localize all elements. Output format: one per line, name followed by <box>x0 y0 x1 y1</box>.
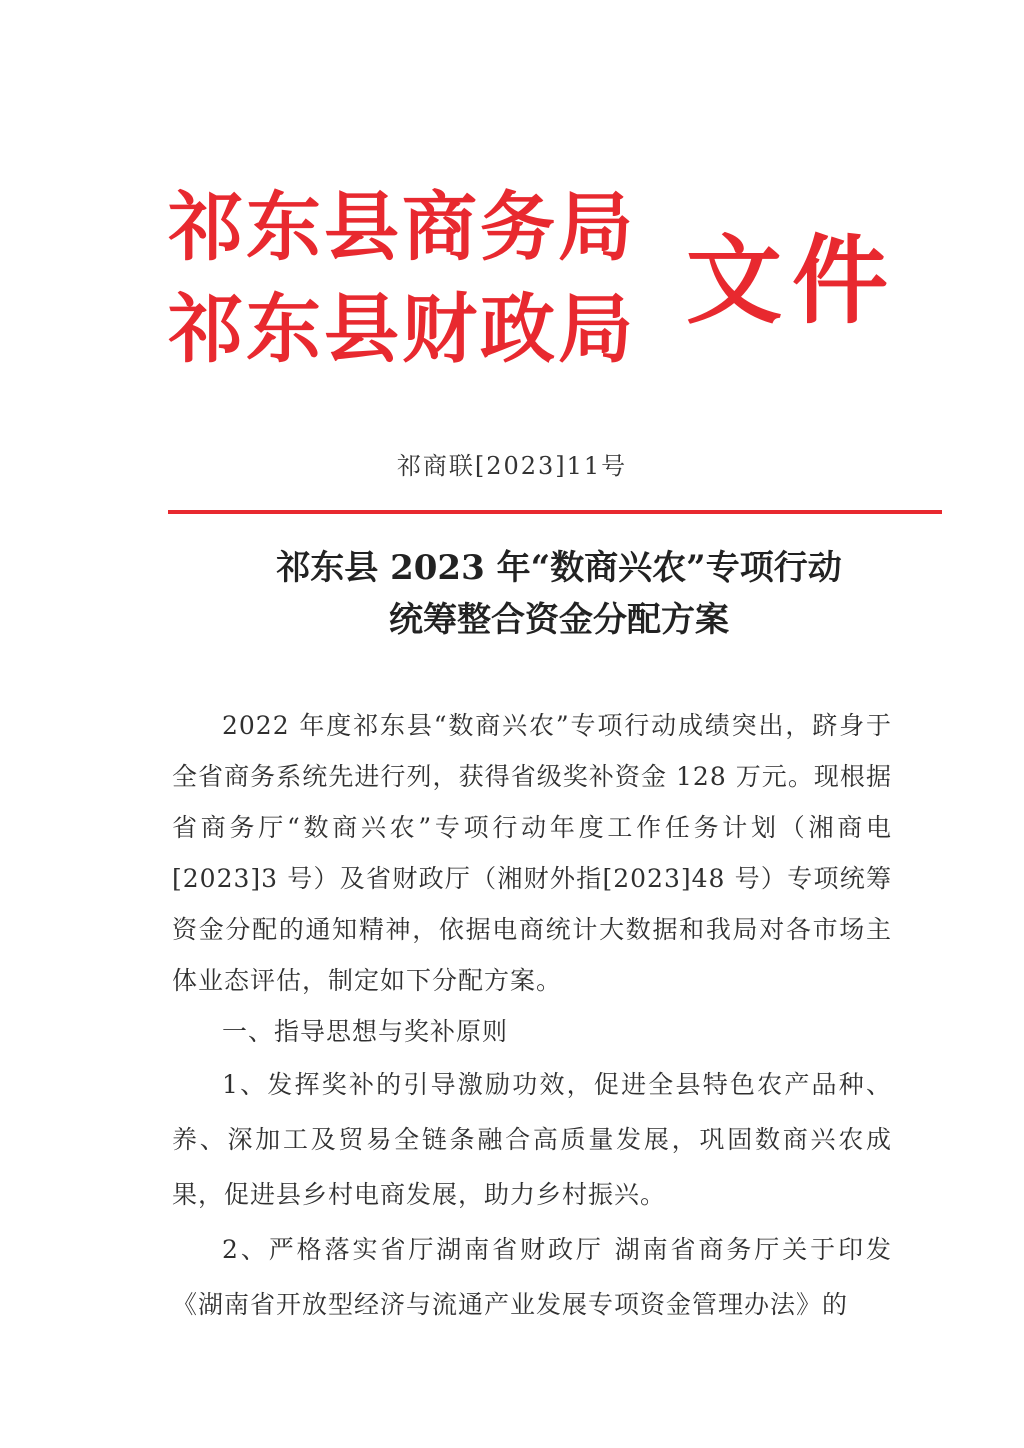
document-number: 祁商联[2023]11号 <box>396 452 628 480</box>
document-label: 文件 <box>686 224 898 337</box>
principle-item-2: 2、严格落实省厅湖南省财政厅 湖南省商务厅关于印发《湖南省开放型经济与流通产业发展专项资金管理办法》的 <box>172 1235 892 1319</box>
section-heading-guiding-principles: 一、指导思想与奖补原则 <box>222 1017 509 1046</box>
document-title-line-2: 统筹整合资金分配方案 <box>389 600 729 640</box>
intro-paragraph: 2022 年度祁东县“数商兴农”专项行动成绩突出，跻身于全省商务系统先进行列，获得省级奖补资金 128 万元。现根据省商务厅“数商兴农”专项行动年度工作任务计划（湘商电[2023]3 号）及省财政厅（湘财外指[2023]48 号）专项统筹资金分配的通知精神，依据电商统计大数据和我局对各市场主体业态评估，制定如下分配方案。 <box>172 711 892 995</box>
principle-item-1: 1、发挥奖补的引导激励功效，促进全县特色农产品种、养、深加工及贸易全链条融合高质量发展，巩固数商兴农成果，促进县乡村电商发展，助力乡村振兴。 <box>172 1070 892 1209</box>
issuer-commerce-bureau: 祁东县商务局 <box>168 183 637 271</box>
document-title-line-1: 祁东县 2023 年“数商兴农”专项行动 <box>276 548 842 588</box>
red-divider <box>168 510 942 514</box>
document-body <box>172 700 892 1332</box>
issuer-finance-bureau: 祁东县财政局 <box>168 285 637 373</box>
document-header <box>168 182 908 372</box>
